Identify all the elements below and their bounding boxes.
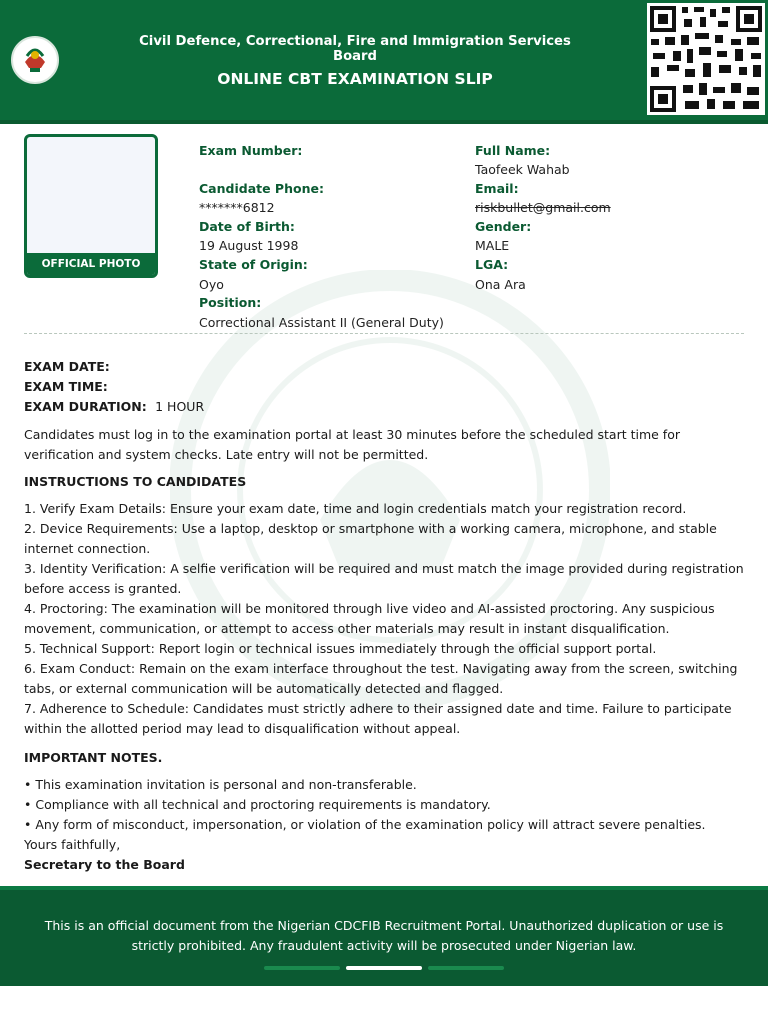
- exam-time-label: EXAM TIME:: [24, 379, 108, 394]
- footer-bar: [0, 886, 768, 986]
- gender-value: MALE: [475, 238, 510, 253]
- instructions-title: INSTRUCTIONS TO CANDIDATES: [24, 474, 247, 489]
- slip-title: ONLINE CBT EXAMINATION SLIP: [217, 70, 493, 88]
- state-label: State of Origin:: [199, 257, 308, 272]
- lga-value: Ona Ara: [475, 277, 526, 292]
- email-label: Email:: [475, 181, 519, 196]
- official-photo-frame: [24, 134, 158, 278]
- instruction-item: 6. Exam Conduct: Remain on the exam interface throughout the test. Navigating away from the screen, switching tabs, or external communication will be automatically detected and flagged.: [24, 661, 738, 696]
- position-value: Correctional Assistant II (General Duty): [199, 315, 444, 330]
- instruction-item: 2. Device Requirements: Use a laptop, desktop or smartphone with a working camera, microphone, and stable internet connection.: [24, 521, 717, 556]
- notes-list: [24, 775, 744, 875]
- position-label: Position:: [199, 295, 262, 310]
- page-dot[interactable]: [264, 966, 340, 970]
- exam-date-label: EXAM DATE:: [24, 359, 110, 374]
- exam-duration-value: 1 HOUR: [155, 399, 205, 414]
- nigeria-coat-of-arms-icon: [11, 36, 59, 84]
- state-value: Oyo: [199, 277, 224, 292]
- exam-number-label: Exam Number:: [199, 143, 303, 158]
- closing-line: Yours faithfully,: [24, 837, 121, 852]
- instruction-item: 4. Proctoring: The examination will be monitored through live video and AI-assisted proctoring. Any suspicious movement, communication, or attempt to access other materials may result in instant disqualification.: [24, 601, 715, 636]
- note-item: • This examination invitation is personal and non-transferable.: [24, 777, 417, 792]
- photo-label: OFFICIAL PHOTO: [27, 253, 155, 275]
- full-name-label: Full Name:: [475, 143, 551, 158]
- board-name: Civil Defence, Correctional, Fire and Immigration Services Board: [139, 34, 571, 64]
- exam-duration-row: [24, 399, 204, 414]
- page-dot[interactable]: [428, 966, 504, 970]
- qr-code-icon: [647, 3, 765, 115]
- notes-title: IMPORTANT NOTES.: [24, 750, 163, 765]
- instruction-item: 7. Adherence to Schedule: Candidates must strictly adhere to their assigned date and time. Failure to participate within the allotted period may lead to disqualification without appeal.: [24, 701, 732, 736]
- dob-label: Date of Birth:: [199, 219, 295, 234]
- dob-value: 19 August 1998: [199, 238, 299, 253]
- instruction-item: 5. Technical Support: Report login or technical issues immediately through the official support portal.: [24, 641, 657, 656]
- instructions-list: [24, 499, 744, 739]
- full-name-value: Taofeek Wahab: [475, 162, 570, 177]
- lga-label: LGA:: [475, 257, 509, 272]
- footer-disclaimer: This is an official document from the Nigerian CDCFIB Recruitment Portal. Unauthorized duplication or use is strictly prohibited. Any fraudulent activity will be prosecuted under Nigerian law.: [44, 918, 724, 953]
- signatory: Secretary to the Board: [24, 857, 185, 872]
- phone-value: *******6812: [199, 200, 275, 215]
- exam-duration-label: EXAM DURATION:: [24, 399, 147, 414]
- page-dot[interactable]: [346, 966, 422, 970]
- gender-label: Gender:: [475, 219, 532, 234]
- section-divider: [24, 333, 744, 334]
- phone-label: Candidate Phone:: [199, 181, 324, 196]
- note-item: • Any form of misconduct, impersonation, or violation of the examination policy will attract severe penalties.: [24, 817, 706, 832]
- header-bar: [0, 0, 768, 124]
- login-notice: Candidates must log in to the examination portal at least 30 minutes before the scheduled start time for verification and system checks. Late entry will not be permitted.: [24, 427, 680, 462]
- instruction-item: 1. Verify Exam Details: Ensure your exam date, time and login credentials match your registration record.: [24, 501, 687, 516]
- instruction-item: 3. Identity Verification: A selfie verification will be required and must match the image provided during registration before access is granted.: [24, 561, 744, 596]
- email-value[interactable]: riskbullet@gmail.com: [475, 200, 611, 215]
- note-item: • Compliance with all technical and proctoring requirements is mandatory.: [24, 797, 491, 812]
